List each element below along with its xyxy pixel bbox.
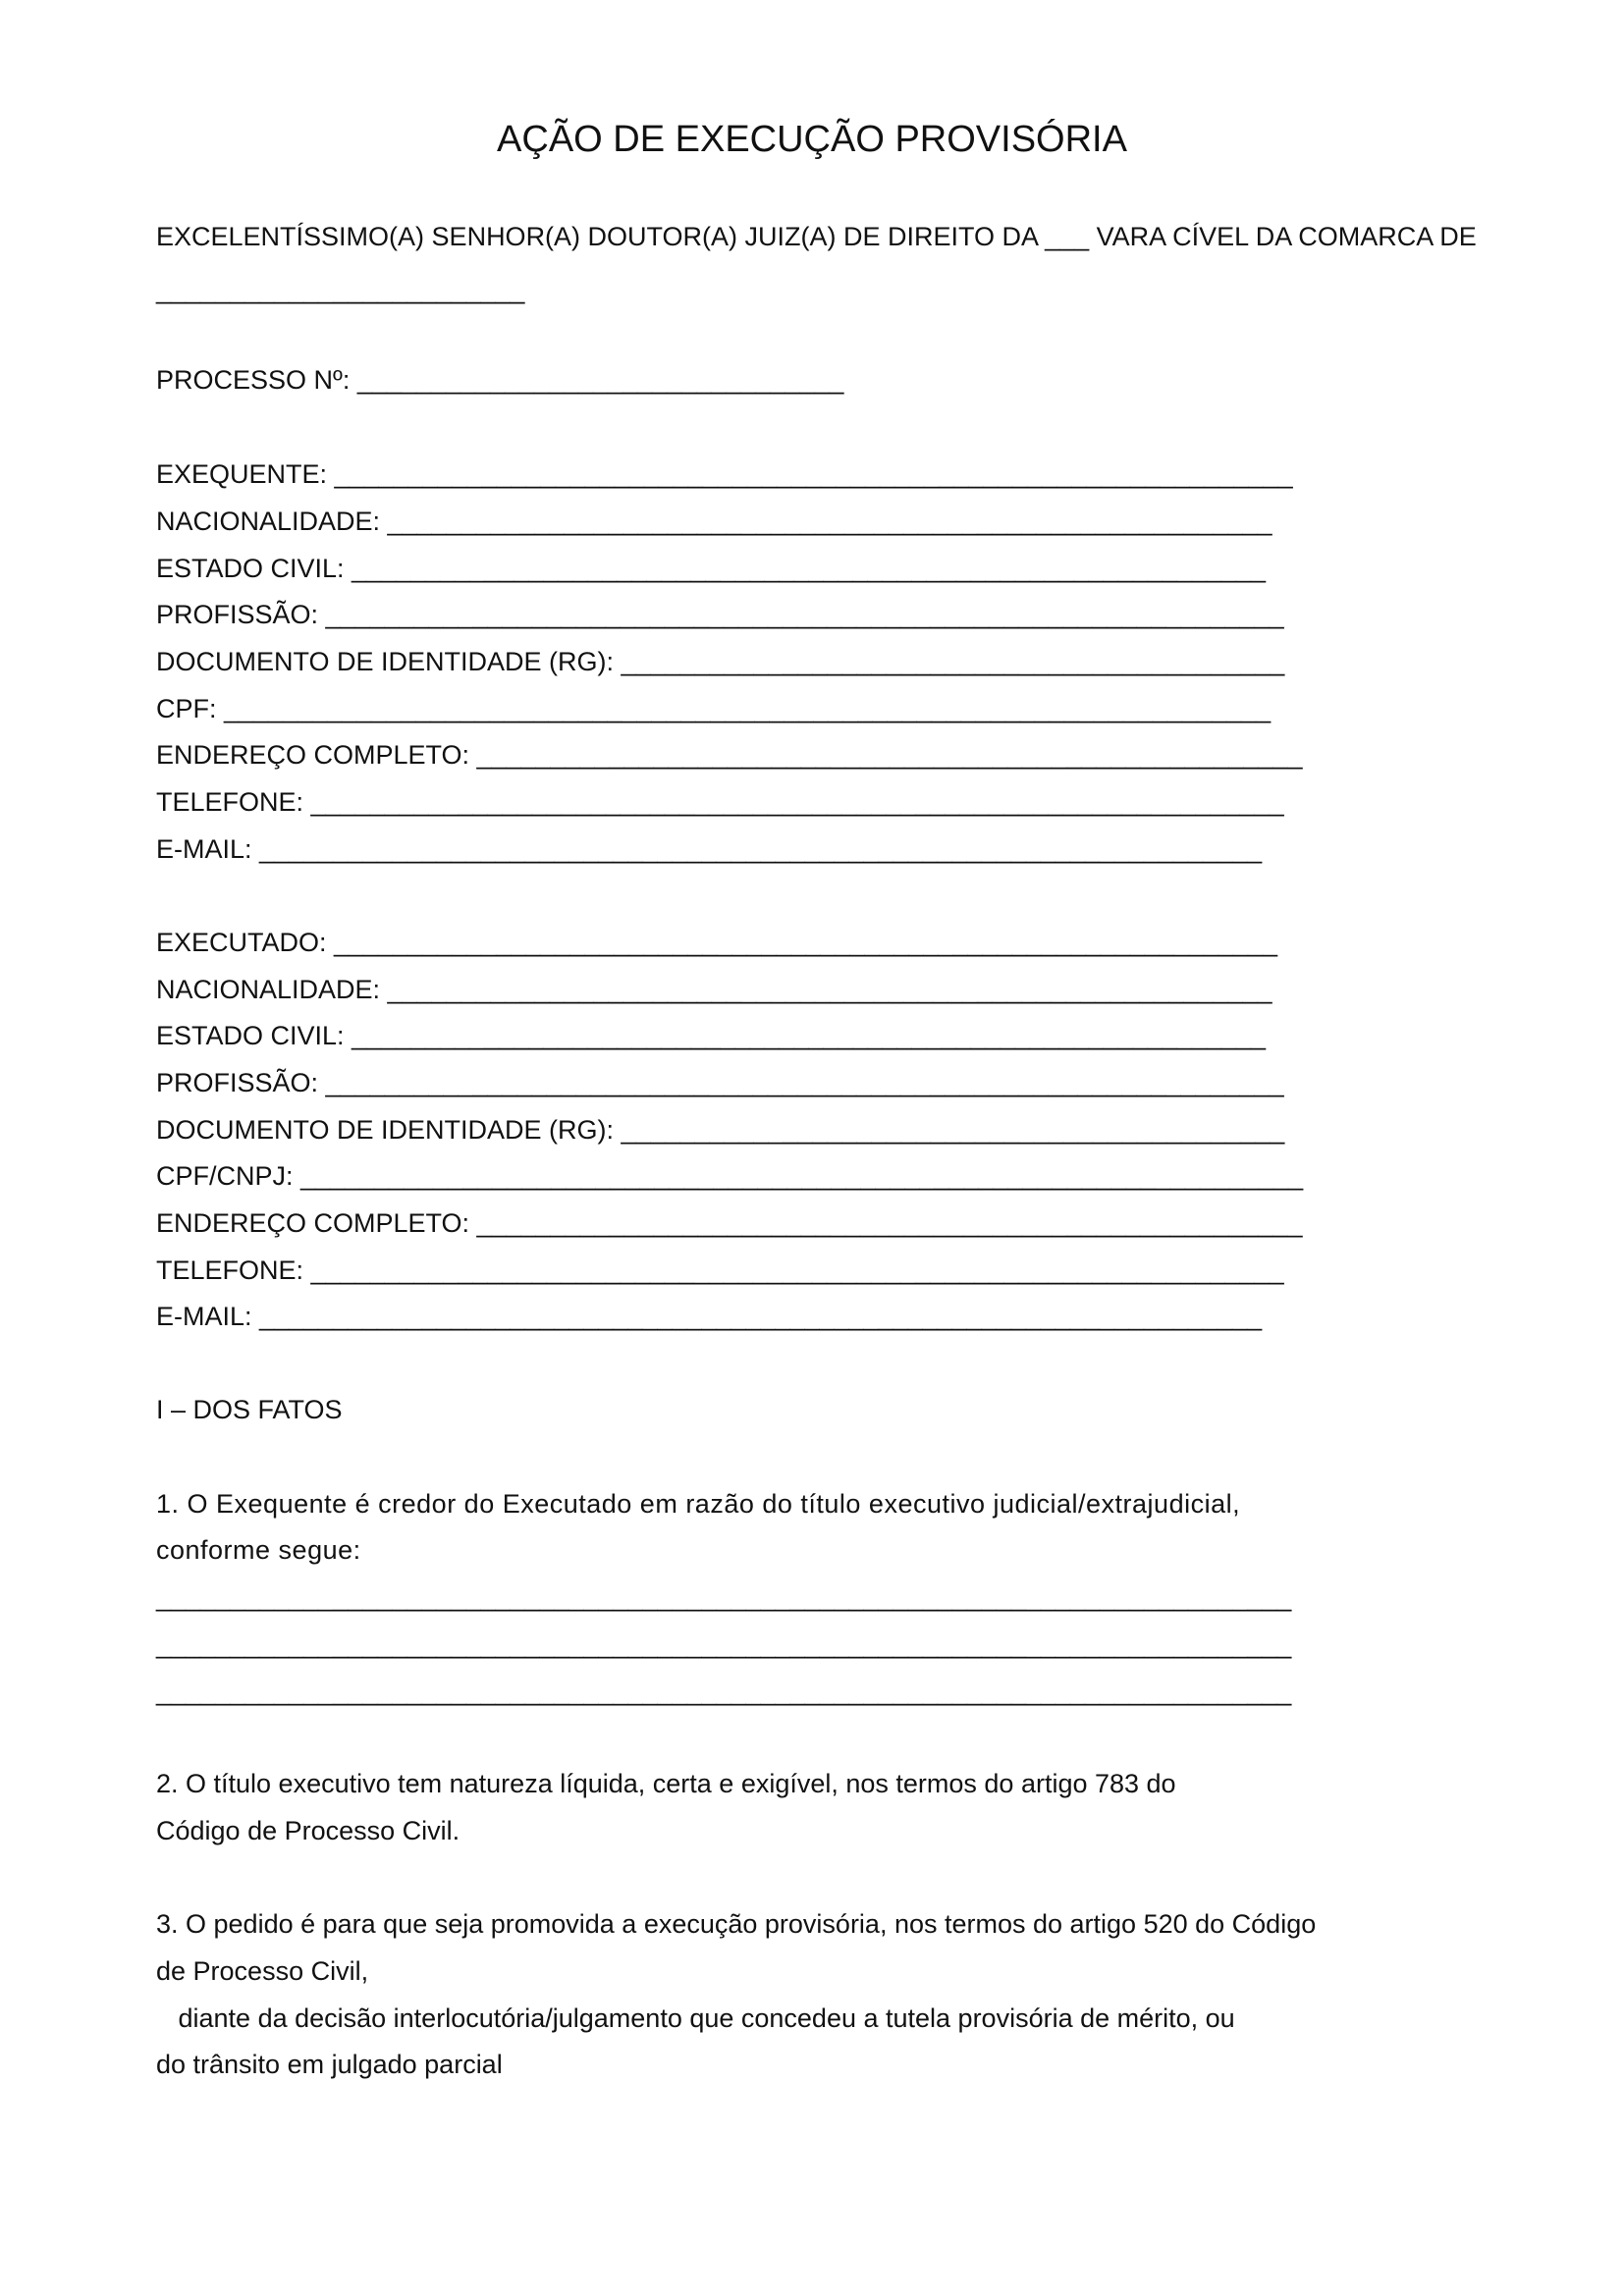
exequente-endereco-field: ENDEREÇO COMPLETO: ________________________________________________________ [156, 740, 1303, 770]
executado-email-field: E-MAIL: ____________________________________________________________________ [156, 1302, 1263, 1331]
executado-endereco-field: ENDEREÇO COMPLETO: ________________________________________________________ [156, 1208, 1303, 1238]
item-1-blank-line: _____________________________________________________________________________ [156, 1629, 1292, 1659]
executado-profissao-field: PROFISSÃO: _________________________________________________________________ [156, 1068, 1284, 1097]
exequente-profissao-field: PROFISSÃO: _________________________________________________________________ [156, 600, 1284, 629]
item-1-blank-line: _____________________________________________________________________________ [156, 1582, 1292, 1612]
item-1-line-2: conforme segue: [156, 1535, 361, 1565]
item-1-line-1: 1. O Exequente é credor do Executado em razão do título executivo judicial/extrajudicial, [156, 1489, 1241, 1519]
exequente-telefone-field: TELEFONE: __________________________________________________________________ [156, 787, 1284, 817]
item-2-line-2: Código de Processo Civil. [156, 1816, 460, 1845]
executado-nome-field: EXECUTADO: ________________________________________________________________ [156, 928, 1278, 957]
processo-field: PROCESSO Nº: _________________________________ [156, 365, 844, 395]
addressee-line-2: _________________________ [156, 275, 525, 304]
exequente-estado-civil-field: ESTADO CIVIL: ______________________________________________________________ [156, 554, 1267, 583]
section-title-fatos: I – DOS FATOS [156, 1395, 343, 1424]
item-2-line-1: 2. O título executivo tem natureza líquida, certa e exigível, nos termos do artigo 783 do [156, 1769, 1176, 1798]
item-3-line-4: do trânsito em julgado parcial [156, 2050, 503, 2079]
executado-estado-civil-field: ESTADO CIVIL: ______________________________________________________________ [156, 1021, 1267, 1050]
item-3-line-2: de Processo Civil, [156, 1956, 369, 1986]
exequente-cpf-field: CPF: _______________________________________________________________________ [156, 694, 1272, 723]
exequente-email-field: E-MAIL: ____________________________________________________________________ [156, 834, 1263, 864]
item-1-blank-line: _____________________________________________________________________________ [156, 1677, 1292, 1706]
addressee-line-1: EXCELENTÍSSIMO(A) SENHOR(A) DOUTOR(A) JUIZ(A) DE DIREITO DA ___ VARA CÍVEL DA COMARCA DE [156, 222, 1477, 251]
document-title: AÇÃO DE EXECUÇÃO PROVISÓRIA [497, 119, 1127, 160]
exequente-rg-field: DOCUMENTO DE IDENTIDADE (RG): _____________________________________________ [156, 647, 1285, 676]
item-3-line-3: diante da decisão interlocutória/julgamento que concedeu a tutela provisória de mérito, ou [156, 2003, 1235, 2033]
executado-cpf-cnpj-field: CPF/CNPJ: ____________________________________________________________________ [156, 1161, 1304, 1191]
item-3-line-1: 3. O pedido é para que seja promovida a execução provisória, nos termos do artigo 520 do Código [156, 1909, 1317, 1939]
exequente-nacionalidade-field: NACIONALIDADE: ____________________________________________________________ [156, 507, 1272, 536]
executado-telefone-field: TELEFONE: __________________________________________________________________ [156, 1255, 1284, 1285]
executado-rg-field: DOCUMENTO DE IDENTIDADE (RG): _____________________________________________ [156, 1115, 1285, 1145]
exequente-nome-field: EXEQUENTE: _________________________________________________________________ [156, 459, 1293, 489]
executado-nacionalidade-field: NACIONALIDADE: ____________________________________________________________ [156, 975, 1272, 1004]
